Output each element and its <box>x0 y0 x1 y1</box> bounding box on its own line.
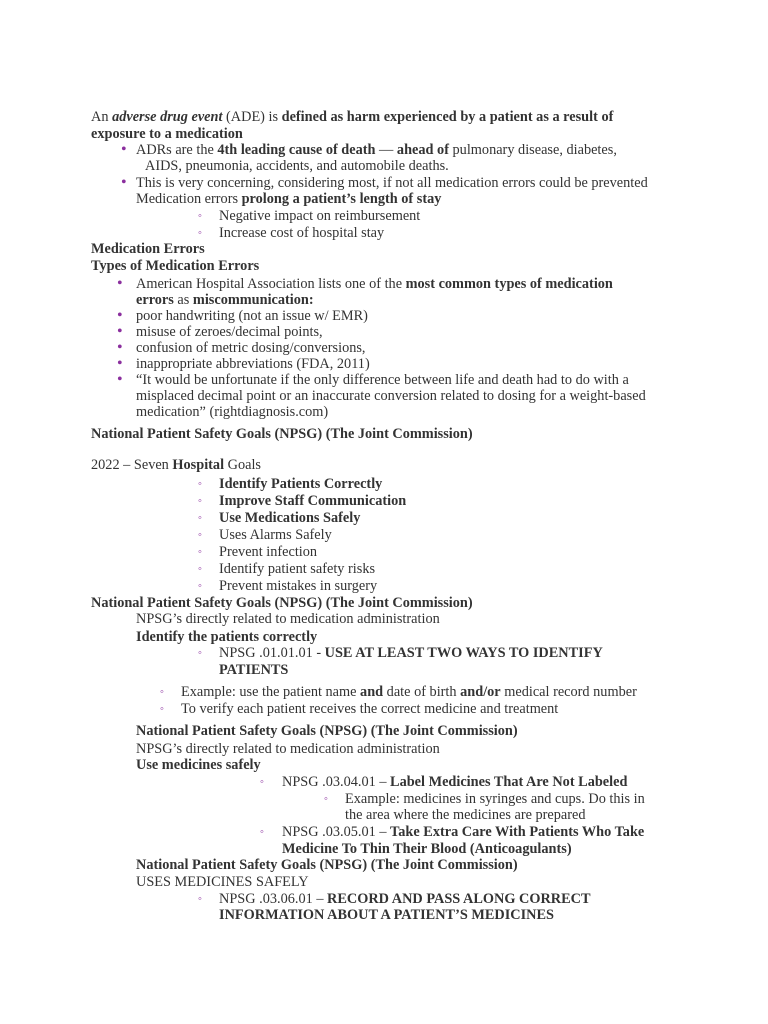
npsg-heading: National Patient Safety Goals (NPSG) (The Joint Commission) <box>136 723 518 739</box>
medication-errors-heading: Medication Errors <box>91 241 205 257</box>
cost-item: Increase cost of hospital stay <box>219 225 385 241</box>
sub-bullet-icon: ◦ <box>198 495 202 507</box>
npsg-heading: National Patient Safety Goals (NPSG) (The Joint Commission) <box>91 595 473 611</box>
bullet-icon: • <box>117 339 123 356</box>
sub-bullet-icon: ◦ <box>198 647 202 659</box>
label-example-line1: Example: medicines in syringes and cups. Do this in <box>345 791 645 807</box>
label-example-line2: the area where the medicines are prepared <box>345 807 586 823</box>
sub-bullet-icon: ◦ <box>198 512 202 524</box>
sub-bullet-icon: ◦ <box>324 793 328 805</box>
bullet-icon: • <box>117 371 123 388</box>
sub-bullet-icon: ◦ <box>198 210 202 222</box>
sub-bullet-icon: ◦ <box>198 546 202 558</box>
sub-bullet-icon: ◦ <box>160 686 164 698</box>
use-medicines-heading: Use medicines safely <box>136 757 261 773</box>
bullet-icon: • <box>121 141 127 158</box>
goal-item: Identify Patients Correctly <box>219 476 383 492</box>
quote-line3: medication” (rightdiagnosis.com) <box>136 404 329 420</box>
types-heading: Types of Medication Errors <box>91 258 260 274</box>
npsg-subheading: NPSG’s directly related to medication administration <box>136 741 440 757</box>
npsg-heading: National Patient Safety Goals (NPSG) (The Joint Commission) <box>136 857 518 873</box>
sub-bullet-icon: ◦ <box>260 826 264 838</box>
quote-line1: “It would be unfortunate if the only difference between life and death had to do with a <box>136 372 629 388</box>
aha-line1: American Hospital Association lists one of the most common types of medication <box>136 276 613 292</box>
sub-bullet-icon: ◦ <box>198 563 202 575</box>
sub-bullet-icon: ◦ <box>198 529 202 541</box>
error-item: poor handwriting (not an issue w/ EMR) <box>136 308 368 324</box>
impact-item: Negative impact on reimbursement <box>219 208 421 224</box>
identify-heading: Identify the patients correctly <box>136 629 318 645</box>
goal-item: Use Medications Safely <box>219 510 361 526</box>
sub-bullet-icon: ◦ <box>198 227 202 239</box>
bullet-icon: • <box>117 307 123 324</box>
ade-definition-line1: An adverse drug event (ADE) is defined as harm experienced by a patient as a result of <box>91 109 614 125</box>
npsg-030501-line2: Medicine To Thin Their Blood (Anticoagulants) <box>282 841 572 857</box>
npsg-030401: NPSG .03.04.01 – Label Medicines That Are Not Labeled <box>282 774 628 790</box>
sub-bullet-icon: ◦ <box>198 478 202 490</box>
goal-item: Uses Alarms Safely <box>219 527 332 543</box>
aha-line2: errors as miscommunication: <box>136 292 314 308</box>
concern-bullet-line1: This is very concerning, considering most, if not all medication errors could be prevented <box>136 175 648 191</box>
npsg-subheading: USES MEDICINES SAFELY <box>136 874 309 890</box>
error-item: inappropriate abbreviations (FDA, 2011) <box>136 356 370 372</box>
npsg-01-line2: PATIENTS <box>219 662 289 678</box>
ade-definition-line2: exposure to a medication <box>91 126 243 142</box>
npsg-030601-line1: NPSG .03.06.01 – RECORD AND PASS ALONG CORRECT <box>219 891 591 907</box>
sub-bullet-icon: ◦ <box>260 776 264 788</box>
bullet-icon: • <box>117 275 123 292</box>
identify-example: Example: use the patient name and date of birth and/or medical record number <box>181 684 637 700</box>
npsg-030601-line2: INFORMATION ABOUT A PATIENT’S MEDICINES <box>219 907 554 923</box>
npsg-030501-line1: NPSG .03.05.01 – Take Extra Care With Patients Who Take <box>282 824 645 840</box>
sub-bullet-icon: ◦ <box>198 893 202 905</box>
npsg-subheading: NPSG’s directly related to medication administration <box>136 611 440 627</box>
quote-line2: misplaced decimal point or an inaccurate conversion related to dosing for a weight-based <box>136 388 646 404</box>
bullet-icon: • <box>121 174 127 191</box>
goal-item: Prevent mistakes in surgery <box>219 578 378 594</box>
goal-item: Improve Staff Communication <box>219 493 407 509</box>
npsg-heading: National Patient Safety Goals (NPSG) (The Joint Commission) <box>91 426 473 442</box>
concern-bullet-line2: Medication errors prolong a patient’s length of stay <box>136 191 442 207</box>
adr-bullet-line1: ADRs are the 4th leading cause of death — ahead of pulmonary disease, diabetes, <box>136 142 617 158</box>
goal-item: Prevent infection <box>219 544 318 560</box>
error-item: confusion of metric dosing/conversions, <box>136 340 366 356</box>
goals-intro: 2022 – Seven Hospital Goals <box>91 457 261 473</box>
adr-bullet-line2: AIDS, pneumonia, accidents, and automobile deaths. <box>145 158 449 174</box>
goal-item: Identify patient safety risks <box>219 561 376 577</box>
bullet-icon: • <box>117 355 123 372</box>
sub-bullet-icon: ◦ <box>198 580 202 592</box>
error-item: misuse of zeroes/decimal points, <box>136 324 323 340</box>
npsg-01-line1: NPSG .01.01.01 - USE AT LEAST TWO WAYS TO IDENTIFY <box>219 645 603 661</box>
sub-bullet-icon: ◦ <box>160 703 164 715</box>
bullet-icon: • <box>117 323 123 340</box>
identify-verify: To verify each patient receives the correct medicine and treatment <box>181 701 559 717</box>
